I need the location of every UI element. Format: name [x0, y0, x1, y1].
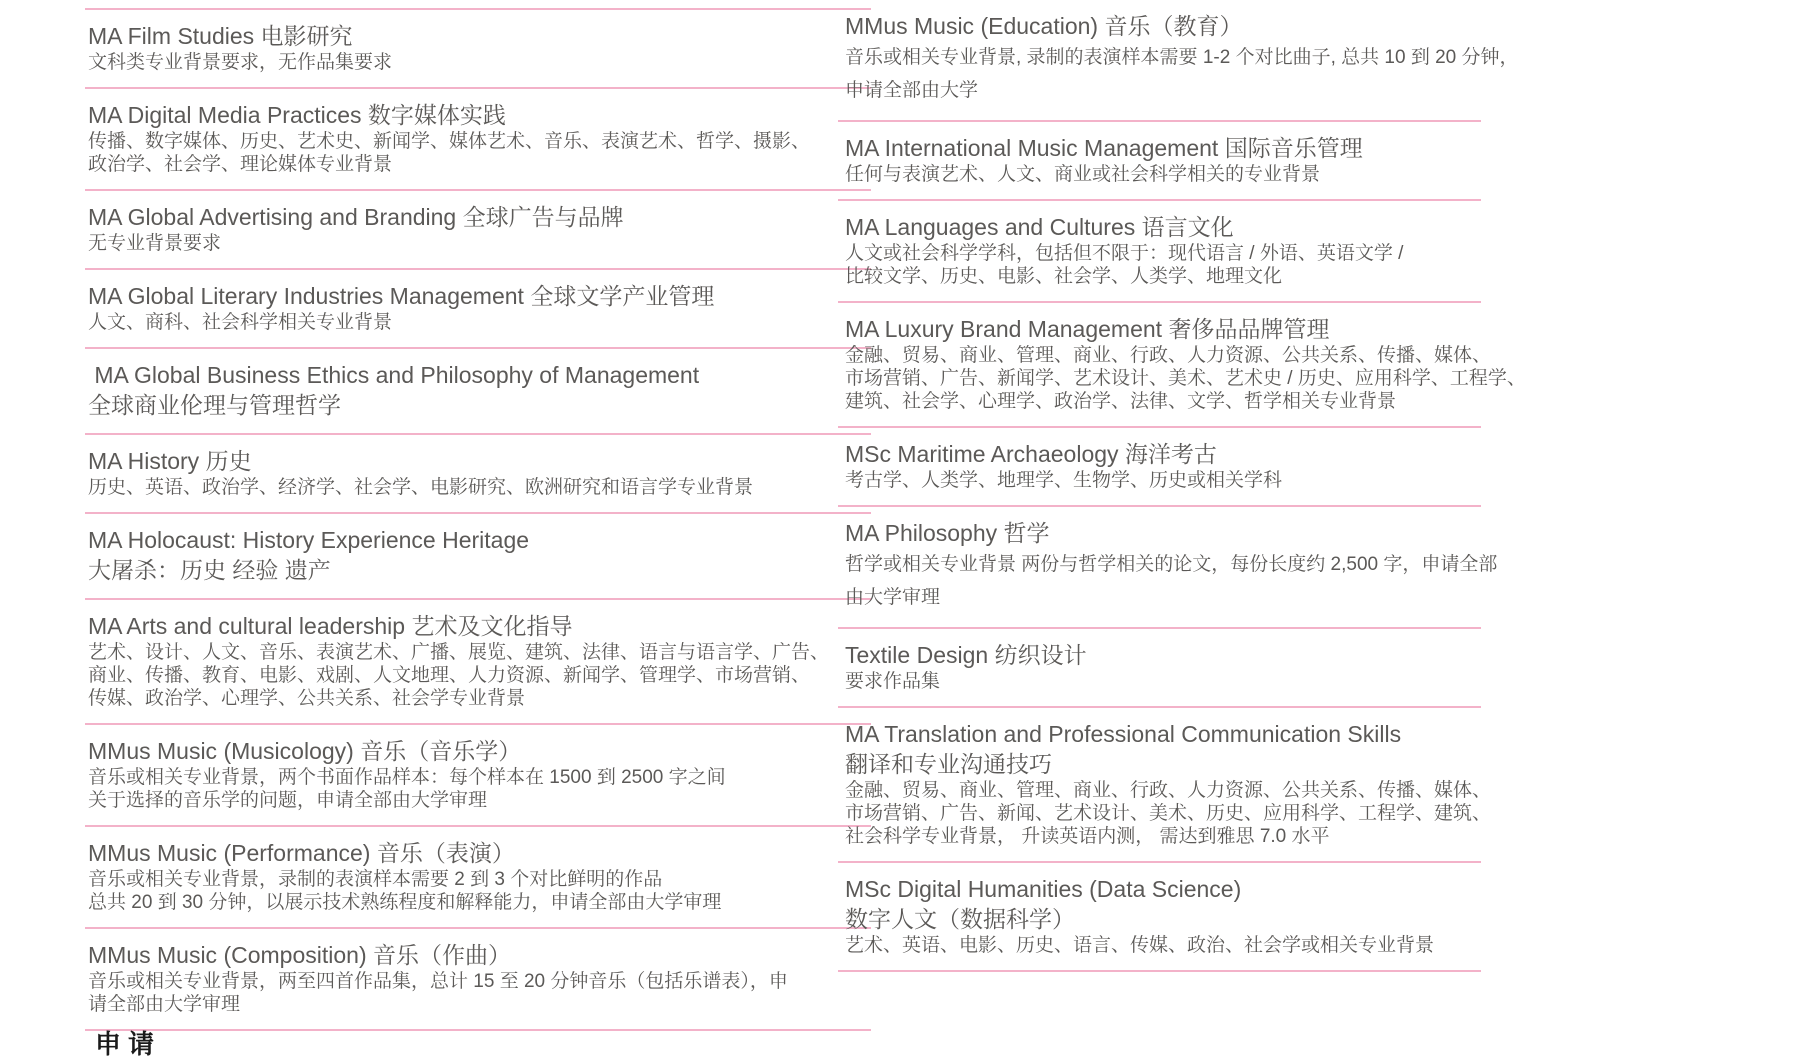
program-entry	[838, 428, 1481, 505]
program-title-line: MA Global Business Ethics and Philosophy of Management	[88, 362, 700, 388]
program-title-line: MMus Music (Musicology) 音乐（音乐学）	[88, 738, 522, 764]
program-requirement-line: 建筑、社会学、心理学、政治学、法律、文学、哲学相关专业背景	[845, 391, 1397, 412]
program-title-line: MA History 历史	[88, 448, 252, 474]
program-requirement-line: 金融、贸易、商业、管理、商业、行政、人力资源、公共关系、传播、媒体、	[845, 780, 1492, 801]
program-requirement-line: 艺术、设计、人文、音乐、表演艺术、广播、展览、建筑、法律、语言与语言学、广告、	[88, 642, 830, 663]
program-title-line: MMus Music (Composition) 音乐（作曲）	[88, 942, 511, 968]
program-title-line: MA Languages and Cultures 语言文化	[845, 214, 1234, 240]
program-title-line: MA Global Advertising and Branding 全球广告与品牌	[88, 204, 624, 230]
program-title-line: 翻译和专业沟通技巧	[845, 751, 1052, 777]
program-entry	[838, 122, 1481, 199]
program-title-line: MA Digital Media Practices 数字媒体实践	[88, 102, 506, 128]
program-title-line: MSc Maritime Archaeology 海洋考古	[845, 441, 1217, 467]
program-title-line: MA Translation and Professional Communication Skills	[845, 721, 1402, 747]
program-title-line: 大屠杀：历史 经验 遗产	[88, 557, 331, 583]
program-requirement-line: 哲学或相关专业背景 两份与哲学相关的论文，每份长度约 2,500 字，申请全部	[845, 554, 1498, 575]
program-requirement-line: 政治学、社会学、理论媒体专业背景	[88, 154, 393, 175]
program-requirement-line: 市场营销、广告、新闻学、艺术设计、美术、艺术史 / 历史、应用科学、工程学、	[845, 368, 1526, 389]
program-entry	[85, 929, 871, 1029]
program-requirement-line: 文科类专业背景要求，无作品集要求	[88, 52, 393, 73]
program-entry	[85, 725, 871, 825]
program-entry	[85, 827, 871, 927]
program-entry	[85, 600, 871, 723]
program-entry	[838, 201, 1481, 301]
program-requirement-line: 音乐或相关专业背景，两个书面作品样本：每个样本在 1500 到 2500 字之间	[88, 767, 726, 788]
program-requirement-line: 商业、传播、教育、电影、戏剧、人文地理、人力资源、新闻学、管理学、市场营销、	[88, 665, 811, 686]
program-requirement-line: 考古学、人类学、地理学、生物学、历史或相关学科	[845, 470, 1283, 491]
program-entry	[85, 349, 871, 433]
program-requirement-line: 市场营销、广告、新闻、艺术设计、美术、历史、应用科学、工程学、建筑、	[845, 803, 1492, 824]
program-entry	[838, 507, 1498, 627]
cutoff-text-artifact: 申请	[95, 1029, 162, 1059]
program-requirement-line: 任何与表演艺术、人文、商业或社会科学相关的专业背景	[845, 164, 1321, 185]
program-requirement-line: 请全部由大学审理	[88, 994, 241, 1015]
program-requirement-line: 音乐或相关专业背景，两至四首作品集，总计 15 至 20 分钟音乐（包括乐谱表），申	[88, 971, 788, 992]
program-title-line: MSc Digital Humanities (Data Science)	[845, 876, 1242, 902]
program-title-line: MA Philosophy 哲学	[845, 520, 1050, 546]
program-requirement-line: 要求作品集	[845, 671, 941, 692]
program-title-line: MA Film Studies 电影研究	[88, 23, 353, 49]
program-title-line: MMus Music (Performance) 音乐（表演）	[88, 840, 515, 866]
program-entry	[838, 0, 1519, 120]
program-requirement-line: 音乐或相关专业背景，录制的表演样本需要 2 到 3 个对比鲜明的作品	[88, 869, 663, 890]
program-requirement-line: 人文、商科、社会科学相关专业背景	[88, 312, 393, 333]
program-title-line: MA Arts and cultural leadership 艺术及文化指导	[88, 613, 573, 639]
program-title-line: 全球商业伦理与管理哲学	[88, 392, 341, 418]
program-entry	[85, 270, 871, 347]
program-title-line: 数字人文（数据科学）	[845, 906, 1075, 932]
program-title-line: Textile Design 纺织设计	[845, 642, 1087, 668]
program-requirement-line: 社会科学专业背景， 升读英语内测， 需达到雅思 7.0 水平	[845, 826, 1330, 847]
program-entry	[838, 303, 1526, 426]
program-entry	[85, 89, 871, 189]
program-title-line: MA Holocaust: History Experience Heritage	[88, 527, 530, 553]
program-requirement-line: 比较文学、历史、电影、社会学、人类学、地理文化	[845, 266, 1283, 287]
program-title-line: MA Global Literary Industries Management 全球文学产业管理	[88, 283, 715, 309]
program-entry	[85, 191, 871, 268]
program-entry	[838, 708, 1492, 861]
program-entry	[838, 863, 1481, 970]
program-entry	[85, 514, 871, 598]
program-requirement-line: 金融、贸易、商业、管理、商业、行政、人力资源、公共关系、传播、媒体、	[845, 345, 1492, 366]
program-requirement-line: 艺术、英语、电影、历史、语言、传媒、政治、社会学或相关专业背景	[845, 935, 1435, 956]
program-title-line: MA Luxury Brand Management 奢侈品品牌管理	[845, 316, 1330, 342]
program-requirement-line: 由大学审理	[845, 587, 941, 608]
program-requirement-line: 传媒、政治学、心理学、公共关系、社会学专业背景	[88, 688, 526, 709]
divider-line	[85, 1029, 871, 1031]
program-requirement-line: 历史、英语、政治学、经济学、社会学、电影研究、欧洲研究和语言学专业背景	[88, 477, 754, 498]
program-requirement-line: 关于选择的音乐学的问题，申请全部由大学审理	[88, 790, 488, 811]
program-requirement-line: 人文或社会科学学科，包括但不限于：现代语言 / 外语、英语文学 /	[845, 243, 1404, 264]
program-entry	[838, 629, 1481, 706]
program-requirement-line: 无专业背景要求	[88, 233, 222, 254]
program-title-line: MA International Music Management 国际音乐管理	[845, 135, 1363, 161]
program-requirement-line: 传播、数字媒体、历史、艺术史、新闻学、媒体艺术、音乐、表演艺术、哲学、摄影、	[88, 131, 811, 152]
program-entry	[85, 435, 871, 512]
program-list-left-column	[85, 0, 871, 1031]
divider-line	[838, 970, 1481, 972]
program-title-line: MMus Music (Education) 音乐（教育）	[845, 13, 1243, 39]
program-requirement-line: 音乐或相关专业背景, 录制的表演样本需要 1-2 个对比曲子, 总共 10 到 20 分钟，	[845, 47, 1519, 68]
program-requirement-line: 总共 20 到 30 分钟，以展示技术熟练程度和解释能力，申请全部由大学审理	[88, 892, 722, 913]
program-requirement-line: 申请全部由大学	[845, 80, 979, 101]
program-entry	[85, 10, 871, 87]
program-list-right-column	[838, 0, 1526, 972]
